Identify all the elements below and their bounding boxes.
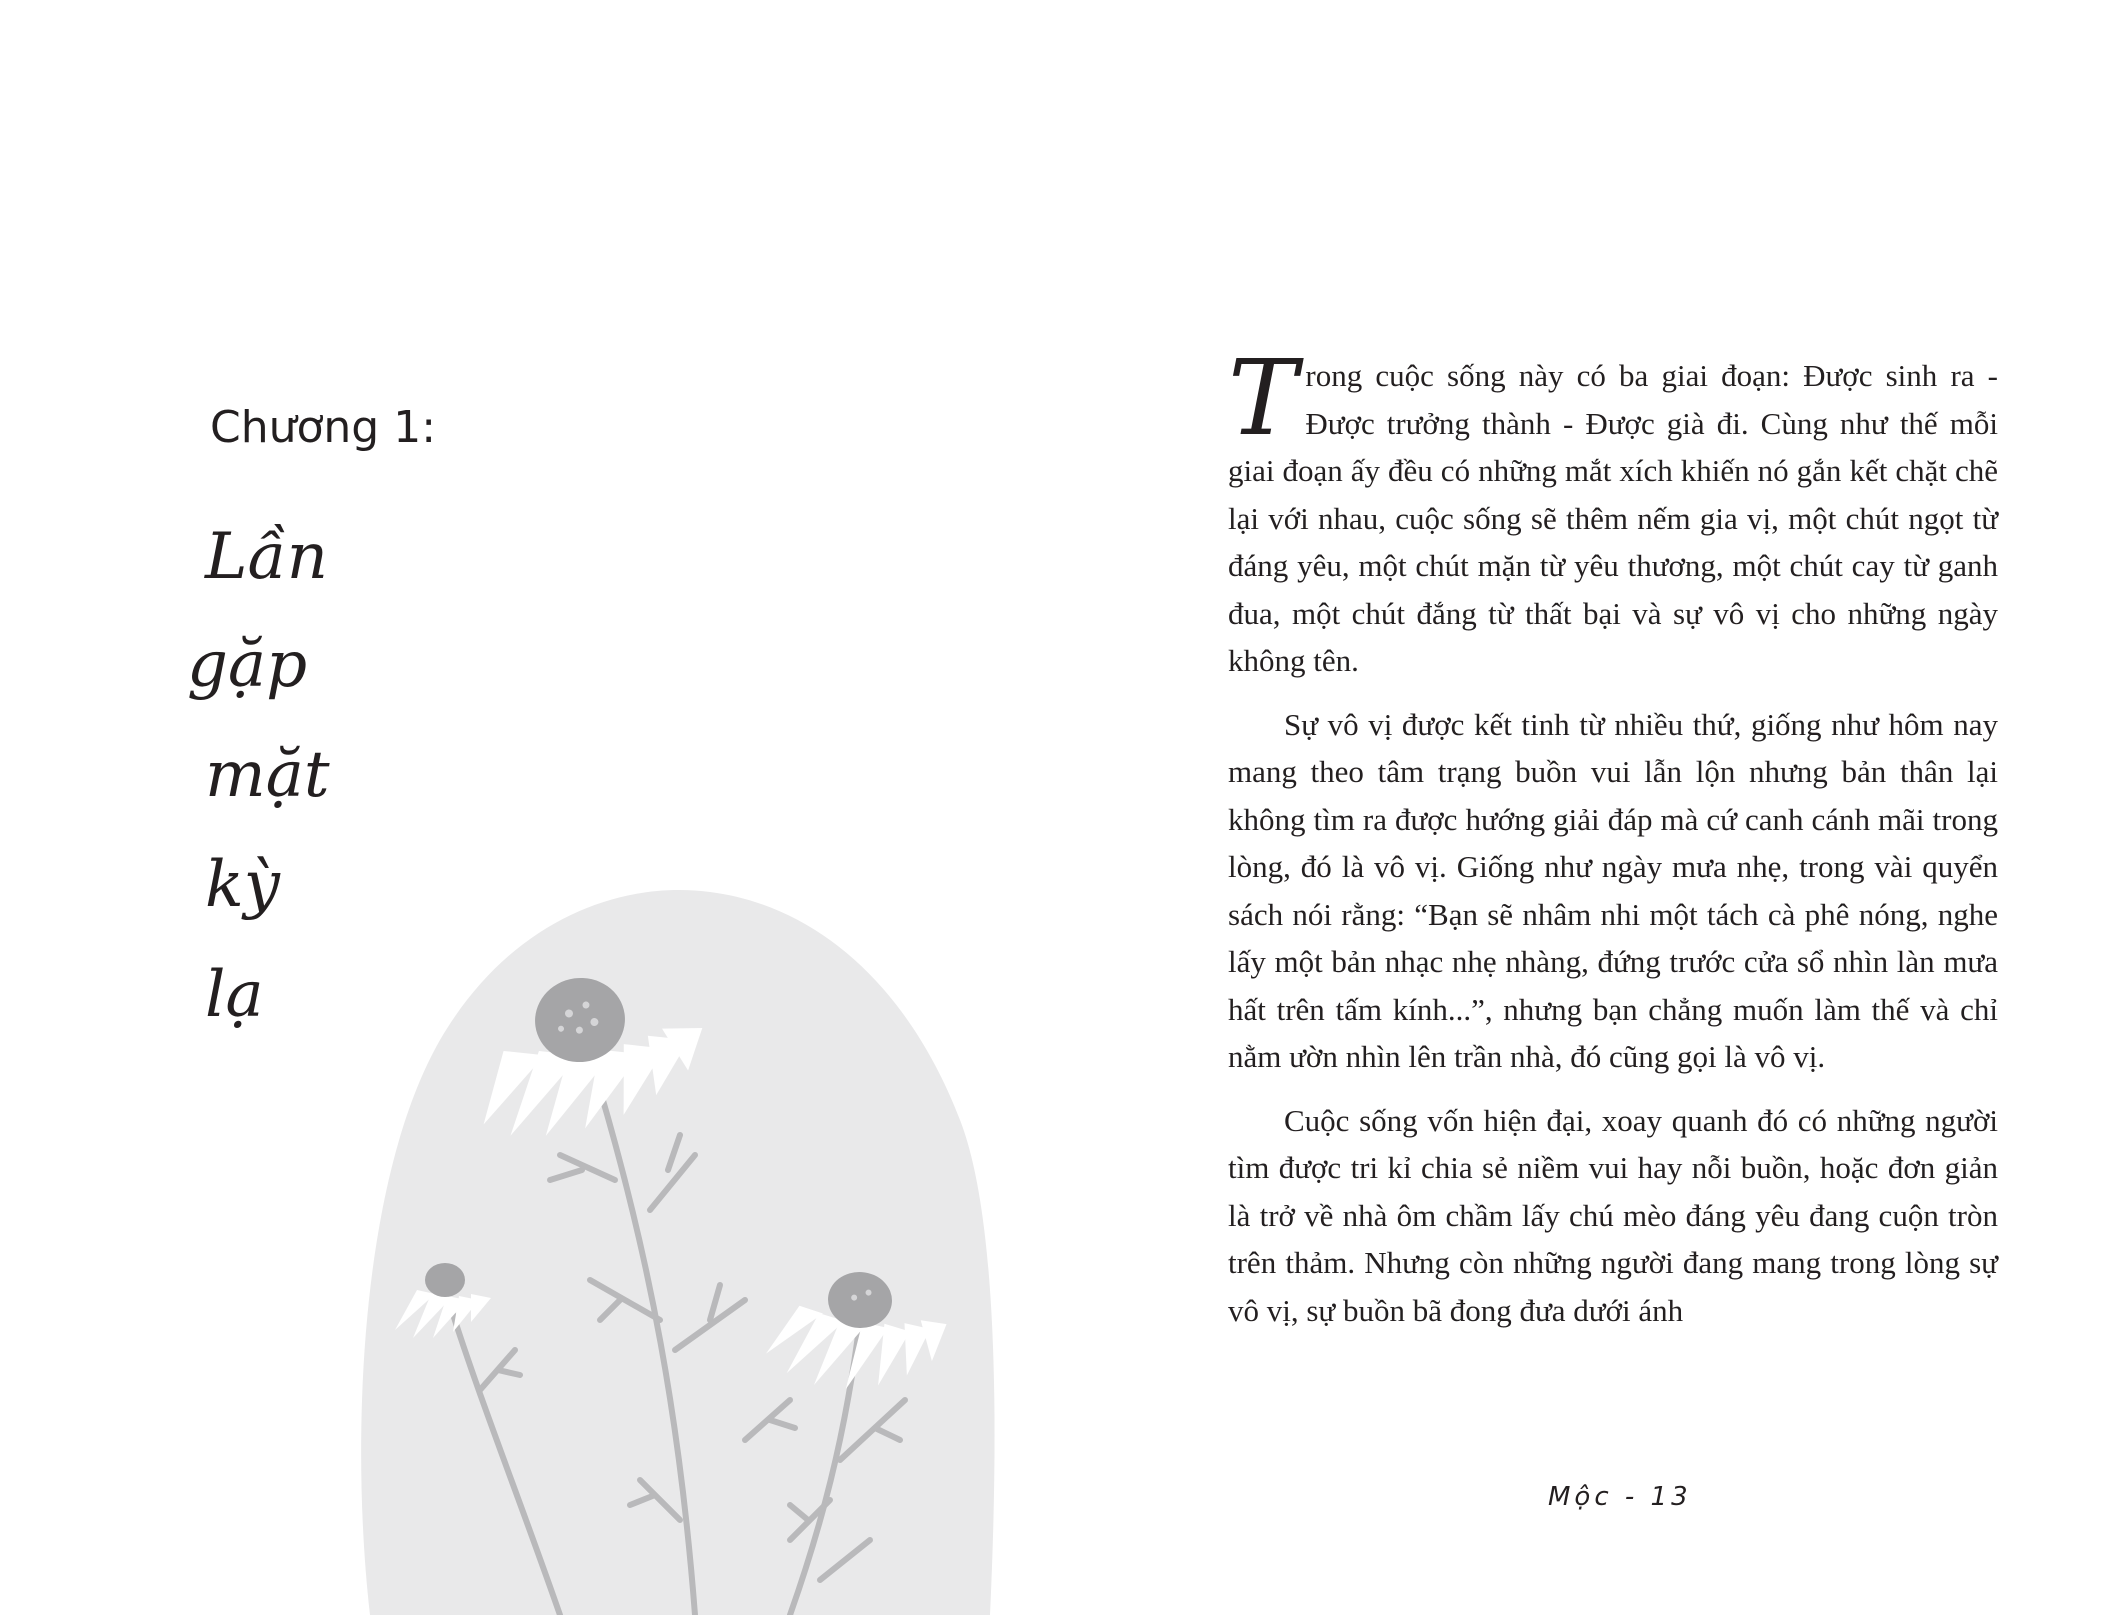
illustration-background-blob	[361, 890, 994, 1615]
chapter-title-word: mặt	[205, 738, 330, 812]
chamomile-flowers-illustration	[350, 880, 1000, 1615]
chapter-title-word: kỳ	[205, 848, 280, 922]
drop-cap: T	[1228, 337, 1298, 459]
page-footer: Mộc - 13	[1548, 1482, 1692, 1512]
chapter-title-word: gặp	[187, 628, 308, 702]
chapter-label: Chương 1:	[210, 402, 437, 453]
paragraph	[1228, 337, 1998, 685]
body-text	[1228, 337, 1998, 1350]
chapter-title-word: Lần	[205, 520, 328, 594]
paragraph-text: rong cuộc sống này có ba giai đoạn: Được sinh ra - Được trưởng thành - Được già đi. Cùng như thế mỗi giai đoạn ấy đều có những mắt xích khiến nó gắn kết chặt chẽ lại với nhau, cuộc sống sẽ thêm nếm gia vị, một chút ngọt từ đáng yêu, một chút mặn từ yêu thương, một chút cay từ ganh đua, một chút đắng từ thất bại và sự vô vị cho những ngày không tên.	[1228, 358, 1998, 678]
chapter-title-word: lạ	[205, 958, 264, 1032]
paragraph: Cuộc sống vốn hiện đại, xoay quanh đó có những người tìm được tri kỉ chia sẻ niềm vui hay nỗi buồn, hoặc đơn giản là trở về nhà ôm chầm lấy chú mèo đáng yêu đang cuộn tròn trên thảm. Nhưng còn những người đang mang trong lòng sự vô vị, sự buồn bã đong đưa dưới ánh	[1228, 1102, 1998, 1328]
paragraph: Sự vô vị được kết tinh từ nhiều thứ, giống như hôm nay mang theo tâm trạng buồn vui lẫn lộn nhưng bản thân lại không tìm ra được hướng giải đáp mà cứ canh cánh mãi trong lòng, đó là vô vị. Giống như ngày mưa nhẹ, trong vài quyển sách nói rằng: “Bạn sẽ nhâm nhi một tách cà phê nóng, nghe lấy một bản nhạc nhẹ nhàng, đứng trước cửa sổ nhìn làn mưa hất trên tấm kính...”, nhưng bạn chẳng muốn làm thế và chỉ nằm ườn nhìn lên trần nhà, đó cũng gọi là vô vị.	[1228, 706, 1998, 1074]
